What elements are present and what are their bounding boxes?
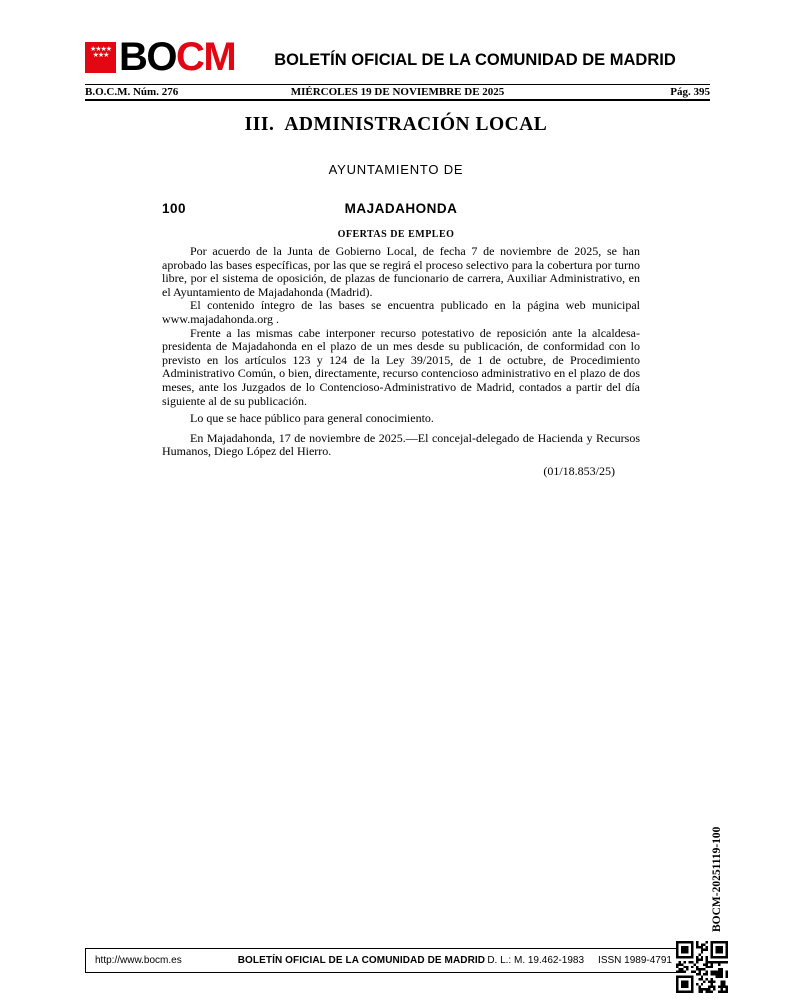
qr-code-icon (676, 941, 728, 993)
section-name: ADMINISTRACIÓN LOCAL (284, 114, 548, 135)
flag-star-row: ★★★ (92, 51, 109, 59)
body-paragraph: Por acuerdo de la Junta de Gobierno Local, de fecha 7 de noviembre de 2025, se han aprobado las bases específicas, por las que se regirá el proceso selectivo para la cobertura por turno libre, por el sistema de oposición, de plazas de funcionario de carrera, Auxiliar Administrativo, en el Ayuntamiento de Majadahonda (Madrid). (162, 244, 640, 299)
bocm-logo-text (119, 35, 236, 79)
issue-date: MIÉRCOLES 19 DE NOVIEMBRE DE 2025 (290, 86, 505, 98)
footer-issn: ISSN 1989-4791 (598, 955, 672, 966)
announcement-category: OFERTAS DE EMPLEO (337, 229, 455, 240)
logo-cm: CM (176, 35, 236, 79)
subsection-title: AYUNTAMIENTO DE (328, 162, 464, 177)
announcement-body (162, 245, 640, 459)
footer-bar (85, 948, 683, 973)
footer-deposit-legal: D. L.: M. 19.462-1983 (487, 955, 585, 966)
madrid-flag-icon (85, 42, 116, 73)
section-title (85, 114, 707, 136)
flag-star-row: ★★★★ (89, 45, 112, 53)
body-paragraph: Lo que se hace público para general conocimiento. (190, 411, 434, 426)
body-paragraph: En Majadahonda, 17 de noviembre de 2025.—El concejal-delegado de Hacienda y Recursos Humanos, Diego López del Hierro. (162, 430, 640, 459)
bocm-logo (85, 35, 236, 79)
footer-title: BOLETÍN OFICIAL DE LA COMUNIDAD DE MADRID (237, 955, 486, 966)
announcement-heading (162, 201, 640, 216)
issue-number: B.O.C.M. Núm. 276 (85, 86, 179, 98)
document-code-vertical: BOCM-20251119-100 (711, 826, 723, 932)
section-number: III. (244, 114, 275, 135)
header-info-row (85, 86, 710, 99)
footer-url: http://www.bocm.es (95, 955, 182, 966)
page-number: Pág. 395 (670, 86, 710, 98)
municipality-name: MAJADAHONDA (344, 201, 458, 216)
bulletin-title: BOLETÍN OFICIAL DE LA COMUNIDAD DE MADRID (274, 51, 676, 69)
reference-code: (01/18.853/25) (543, 464, 615, 478)
reference-line (162, 464, 640, 479)
body-paragraph: El contenido íntegro de las bases se encuentra publicado en la página web municipal www.majadahonda.org . (162, 298, 640, 326)
header-rule-thin (85, 84, 710, 85)
body-paragraph: Frente a las mismas cabe interponer recurso potestativo de reposición ante la alcaldesa-presidenta de Majadahonda en el plazo de un mes desde su publicación, de conformidad con lo previsto en los artículos 123 y 124 de la Ley 39/2015, de 1 de octubre, de Procedimiento Administrativo Común, o bien, directamente, recurso contencioso administrativo en el plazo de dos meses, ante los Juzgados de lo Contencioso-Administrativo de Madrid, contados a partir del día siguiente al de su publicación. (162, 325, 640, 408)
header-rule-thick (85, 99, 710, 101)
announcement-number: 100 (162, 201, 187, 216)
logo-bo: BO (119, 35, 176, 79)
